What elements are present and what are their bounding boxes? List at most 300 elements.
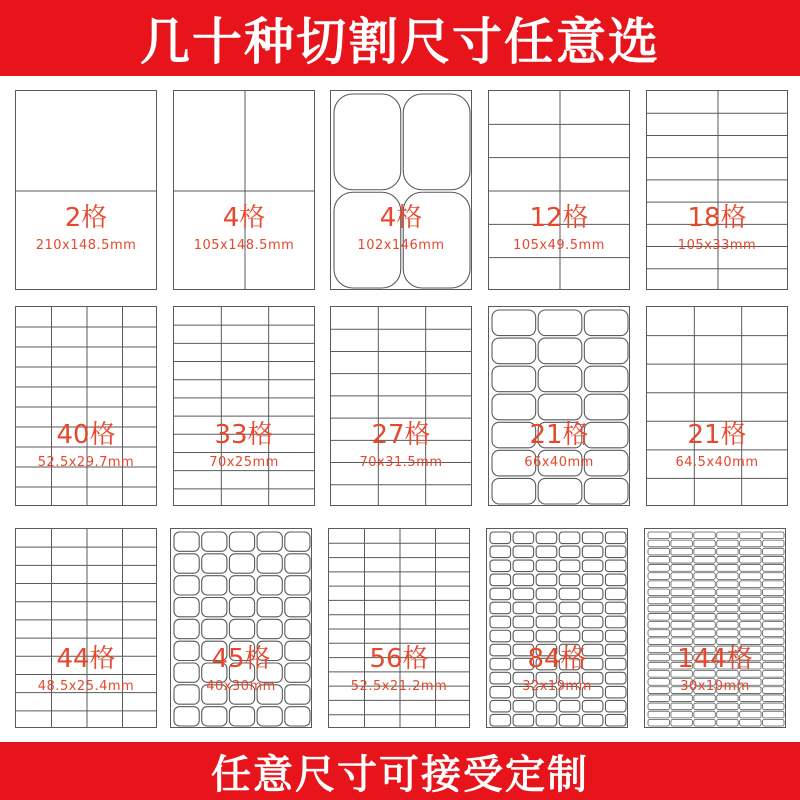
label-size: 66x40mm	[524, 455, 594, 470]
label-outline	[513, 560, 534, 572]
label-outline	[763, 589, 784, 596]
label-outline	[229, 598, 254, 617]
label-outline	[763, 630, 784, 637]
label-outline	[648, 597, 669, 604]
label-outline	[740, 581, 761, 588]
label-outline	[648, 654, 669, 661]
label-layout	[647, 91, 788, 290]
label-outline	[740, 662, 761, 669]
label-outline	[582, 588, 603, 600]
label-outline	[174, 554, 199, 573]
label-size: 105x33mm	[677, 238, 757, 253]
label-outline	[671, 597, 692, 604]
label-outline	[740, 646, 761, 653]
label-outline	[717, 605, 738, 612]
template-card[interactable]	[488, 90, 630, 290]
label-outline	[492, 366, 536, 392]
label-size: 30x10mm	[680, 679, 750, 694]
label-outline	[694, 597, 715, 604]
label-outline	[538, 310, 582, 336]
label-outline	[763, 695, 784, 702]
label-outline	[513, 602, 534, 614]
label-size: 32x19mm	[522, 679, 592, 694]
label-outline	[694, 630, 715, 637]
label-outline	[559, 700, 580, 712]
label-outline	[671, 605, 692, 612]
label-outline	[513, 616, 534, 628]
label-outline	[671, 581, 692, 588]
label-outline	[605, 644, 626, 656]
label-outline	[763, 703, 784, 710]
label-outline	[174, 598, 199, 617]
label-outline	[648, 630, 669, 637]
label-outline	[492, 338, 536, 364]
label-outline	[648, 662, 669, 669]
label-outline	[559, 574, 580, 586]
label-outline	[538, 394, 582, 420]
label-outline	[605, 686, 626, 698]
label-outline	[536, 700, 557, 712]
label-outline	[694, 556, 715, 563]
label-outline	[694, 565, 715, 572]
label-outline	[559, 672, 580, 684]
label-outline	[671, 532, 692, 539]
label-outline	[174, 576, 199, 595]
label-outline	[717, 703, 738, 710]
label-count: 12格	[529, 203, 589, 233]
label-outline	[202, 663, 227, 682]
label-layout	[331, 91, 472, 290]
label-outline	[694, 540, 715, 547]
label-outline	[763, 548, 784, 555]
template-card[interactable]	[646, 306, 788, 506]
label-layout	[489, 307, 630, 506]
label-outline	[694, 719, 715, 726]
label-outline	[740, 670, 761, 677]
label-count: 4格	[222, 203, 266, 233]
label-outline	[605, 658, 626, 670]
label-outline	[648, 687, 669, 694]
label-outline	[717, 548, 738, 555]
label-outline	[490, 686, 511, 698]
label-outline	[648, 613, 669, 620]
label-outline	[559, 644, 580, 656]
label-count: 21格	[529, 420, 589, 450]
label-outline	[559, 602, 580, 614]
label-outline	[694, 573, 715, 580]
label-outline	[717, 711, 738, 718]
label-outline	[605, 574, 626, 586]
label-size: 40x30mm	[206, 679, 276, 694]
label-outline	[740, 638, 761, 645]
label-outline	[763, 646, 784, 653]
label-outline	[763, 573, 784, 580]
label-size: 70x25mm	[209, 455, 279, 470]
label-layout	[647, 307, 788, 506]
label-outline	[648, 540, 669, 547]
label-outline	[740, 703, 761, 710]
label-outline	[671, 711, 692, 718]
label-outline	[257, 554, 282, 573]
label-outline	[513, 658, 534, 670]
label-outline	[740, 597, 761, 604]
template-card[interactable]	[173, 306, 315, 506]
label-count: 18格	[687, 203, 747, 233]
label-outline	[582, 532, 603, 544]
label-outline	[740, 719, 761, 726]
label-outline	[717, 679, 738, 686]
label-outline	[559, 546, 580, 558]
label-outline	[740, 540, 761, 547]
label-outline	[717, 719, 738, 726]
label-outline	[671, 573, 692, 580]
label-outline	[492, 422, 536, 448]
label-outline	[559, 560, 580, 572]
label-outline	[763, 719, 784, 726]
label-outline	[490, 658, 511, 670]
label-outline	[202, 707, 227, 726]
label-outline	[605, 700, 626, 712]
label-outline	[403, 94, 470, 190]
label-outline	[717, 613, 738, 620]
label-outline	[490, 588, 511, 600]
label-outline	[559, 588, 580, 600]
label-outline	[229, 707, 254, 726]
label-outline	[717, 581, 738, 588]
label-size: 52.5x29.7mm	[37, 455, 135, 470]
label-outline	[648, 638, 669, 645]
label-outline	[202, 554, 227, 573]
label-outline	[763, 597, 784, 604]
label-outline	[717, 597, 738, 604]
label-outline	[717, 662, 738, 669]
label-outline	[257, 576, 282, 595]
label-outline	[605, 672, 626, 684]
label-outline	[536, 644, 557, 656]
label-outline	[694, 646, 715, 653]
label-count: 33格	[214, 420, 274, 450]
label-outline	[671, 679, 692, 686]
label-size: 64.5x40mm	[675, 455, 759, 470]
label-outline	[717, 622, 738, 629]
label-outline	[582, 658, 603, 670]
label-outline	[763, 622, 784, 629]
label-outline	[582, 644, 603, 656]
label-layout	[171, 529, 312, 728]
label-outline	[648, 679, 669, 686]
label-count: 45格	[211, 644, 271, 674]
label-outline	[513, 672, 534, 684]
label-outline	[763, 679, 784, 686]
template-card[interactable]	[170, 528, 312, 728]
label-outline	[717, 573, 738, 580]
label-count: 44格	[56, 644, 116, 674]
label-outline	[694, 670, 715, 677]
label-outline	[671, 670, 692, 677]
label-layout	[329, 529, 470, 728]
label-outline	[694, 703, 715, 710]
label-outline	[648, 565, 669, 572]
label-layout	[487, 529, 628, 728]
label-layout	[174, 307, 315, 506]
label-outline	[584, 422, 628, 448]
label-outline	[694, 662, 715, 669]
label-outline	[257, 685, 282, 704]
label-count: 144格	[677, 644, 753, 674]
label-outline	[229, 576, 254, 595]
label-outline	[648, 556, 669, 563]
label-size: 70x31.5mm	[359, 455, 443, 470]
template-card[interactable]	[330, 90, 472, 290]
template-card[interactable]	[488, 306, 630, 506]
label-outline	[584, 310, 628, 336]
label-outline	[740, 687, 761, 694]
label-outline	[285, 641, 310, 660]
label-outline	[285, 707, 310, 726]
label-outline	[257, 619, 282, 638]
label-outline	[671, 646, 692, 653]
label-outline	[763, 711, 784, 718]
label-outline	[513, 714, 534, 726]
label-outline	[763, 532, 784, 539]
label-outline	[582, 602, 603, 614]
label-outline	[763, 638, 784, 645]
label-outline	[538, 478, 582, 504]
label-outline	[763, 605, 784, 612]
label-outline	[648, 670, 669, 677]
label-outline	[334, 192, 401, 288]
label-outline	[648, 622, 669, 629]
template-card[interactable]	[328, 528, 470, 728]
label-outline	[694, 687, 715, 694]
label-outline	[538, 366, 582, 392]
label-outline	[582, 546, 603, 558]
label-outline	[671, 540, 692, 547]
label-outline	[490, 560, 511, 572]
label-outline	[202, 685, 227, 704]
label-outline	[763, 581, 784, 588]
label-outline	[694, 711, 715, 718]
label-outline	[763, 565, 784, 572]
label-outline	[717, 646, 738, 653]
label-outline	[492, 478, 536, 504]
banner-title: 几十种切割尺寸任意选	[140, 13, 660, 71]
template-card[interactable]	[15, 528, 157, 728]
label-outline	[694, 532, 715, 539]
label-outline	[671, 613, 692, 620]
label-outline	[740, 679, 761, 686]
label-outline	[584, 394, 628, 420]
label-outline	[763, 540, 784, 547]
label-outline	[648, 548, 669, 555]
label-outline	[229, 554, 254, 573]
label-outline	[174, 619, 199, 638]
label-outline	[740, 548, 761, 555]
label-outline	[174, 663, 199, 682]
label-outline	[605, 546, 626, 558]
label-outline	[559, 658, 580, 670]
label-outline	[513, 700, 534, 712]
label-outline	[490, 602, 511, 614]
label-outline	[740, 622, 761, 629]
label-outline	[694, 581, 715, 588]
label-outline	[513, 630, 534, 642]
label-outline	[694, 613, 715, 620]
label-outline	[513, 532, 534, 544]
label-count: 40格	[56, 420, 116, 450]
template-card[interactable]	[486, 528, 628, 728]
label-outline	[740, 573, 761, 580]
label-outline	[582, 672, 603, 684]
label-size: 210x148.5mm	[35, 238, 137, 253]
label-outline	[513, 574, 534, 586]
label-outline	[584, 450, 628, 476]
template-card[interactable]	[173, 90, 315, 290]
label-outline	[717, 695, 738, 702]
label-outline	[257, 598, 282, 617]
label-outline	[559, 532, 580, 544]
template-card[interactable]	[330, 306, 472, 506]
label-outline	[490, 672, 511, 684]
label-outline	[285, 598, 310, 617]
label-outline	[740, 695, 761, 702]
label-outline	[740, 654, 761, 661]
template-card[interactable]	[644, 528, 786, 728]
label-outline	[285, 663, 310, 682]
label-outline	[694, 679, 715, 686]
label-count: 21格	[687, 420, 747, 450]
label-outline	[492, 450, 536, 476]
label-outline	[513, 546, 534, 558]
label-outline	[763, 654, 784, 661]
label-outline	[229, 685, 254, 704]
label-outline	[648, 573, 669, 580]
label-outline	[671, 654, 692, 661]
label-outline	[559, 714, 580, 726]
label-outline	[538, 422, 582, 448]
label-outline	[285, 554, 310, 573]
label-outline	[536, 658, 557, 670]
label-outline	[671, 662, 692, 669]
label-outline	[536, 588, 557, 600]
label-outline	[763, 687, 784, 694]
label-size: 48.5x25.4mm	[37, 679, 135, 694]
label-outline	[717, 687, 738, 694]
label-outline	[582, 616, 603, 628]
label-outline	[694, 589, 715, 596]
label-outline	[740, 589, 761, 596]
label-outline	[648, 646, 669, 653]
template-card[interactable]	[15, 306, 157, 506]
label-outline	[174, 641, 199, 660]
label-outline	[648, 605, 669, 612]
label-outline	[202, 532, 227, 551]
label-size: 105x148.5mm	[193, 238, 295, 253]
label-count: 4格	[379, 203, 423, 233]
label-outline	[536, 532, 557, 544]
label-outline	[671, 687, 692, 694]
label-layout	[645, 529, 786, 728]
label-outline	[229, 619, 254, 638]
label-outline	[763, 670, 784, 677]
label-outline	[582, 700, 603, 712]
label-outline	[490, 616, 511, 628]
label-outline	[257, 663, 282, 682]
label-outline	[694, 622, 715, 629]
label-outline	[671, 556, 692, 563]
label-outline	[202, 641, 227, 660]
label-outline	[582, 574, 603, 586]
label-outline	[671, 638, 692, 645]
label-outline	[257, 532, 282, 551]
label-count: 84格	[527, 644, 587, 674]
label-outline	[559, 616, 580, 628]
label-outline	[740, 605, 761, 612]
footer-caption: 任意尺寸可接受定制	[211, 751, 589, 798]
label-outline	[584, 366, 628, 392]
label-outline	[671, 703, 692, 710]
label-outline	[403, 192, 470, 288]
label-outline	[490, 644, 511, 656]
label-outline	[605, 630, 626, 642]
label-outline	[174, 707, 199, 726]
label-outline	[717, 540, 738, 547]
label-outline	[582, 714, 603, 726]
label-outline	[605, 588, 626, 600]
label-outline	[605, 616, 626, 628]
label-outline	[582, 630, 603, 642]
label-outline	[671, 630, 692, 637]
label-outline	[492, 310, 536, 336]
label-outline	[490, 532, 511, 544]
label-layout	[489, 91, 630, 290]
label-outline	[538, 450, 582, 476]
label-outline	[490, 574, 511, 586]
label-outline	[717, 670, 738, 677]
label-outline	[740, 532, 761, 539]
label-outline	[671, 695, 692, 702]
label-outline	[605, 714, 626, 726]
title-banner	[0, 0, 800, 76]
label-outline	[648, 532, 669, 539]
label-outline	[717, 532, 738, 539]
label-outline	[740, 613, 761, 620]
label-outline	[582, 686, 603, 698]
label-outline	[202, 619, 227, 638]
label-outline	[559, 686, 580, 698]
label-outline	[202, 598, 227, 617]
label-outline	[257, 707, 282, 726]
label-outline	[490, 630, 511, 642]
label-outline	[717, 638, 738, 645]
label-outline	[694, 548, 715, 555]
label-outline	[763, 556, 784, 563]
label-outline	[717, 565, 738, 572]
label-outline	[229, 532, 254, 551]
label-outline	[648, 695, 669, 702]
template-card[interactable]	[646, 90, 788, 290]
label-outline	[490, 714, 511, 726]
label-outline	[536, 630, 557, 642]
template-card[interactable]	[15, 90, 157, 290]
label-outline	[605, 532, 626, 544]
label-outline	[174, 532, 199, 551]
label-outline	[536, 574, 557, 586]
label-outline	[740, 711, 761, 718]
label-outline	[648, 711, 669, 718]
label-outline	[648, 703, 669, 710]
label-count: 2格	[64, 203, 108, 233]
